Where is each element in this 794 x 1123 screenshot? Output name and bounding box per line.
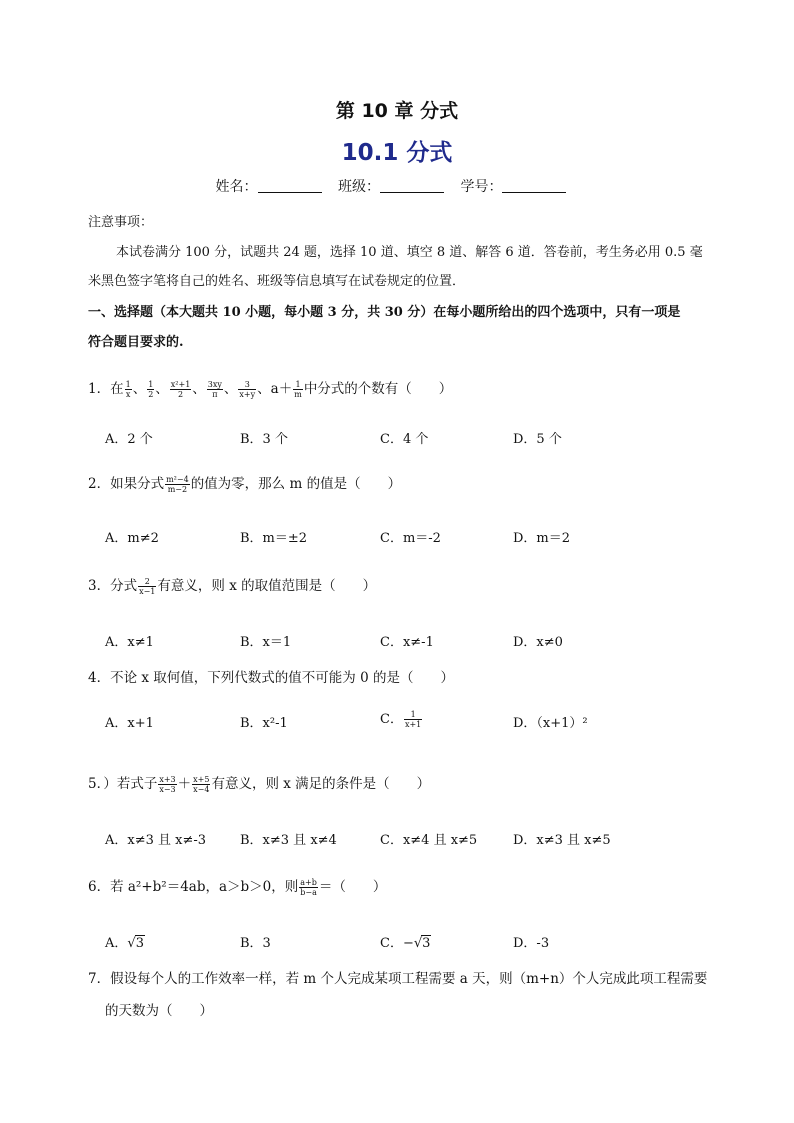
q1-option-b[interactable]: B．3 个 — [240, 432, 288, 447]
q1-fraction-5: $\frac{3}{x+y}$ — [239, 380, 256, 399]
question-7-line-1: 7．假设每个人的工作效率一样，若 m 个人完成某项工程需要 a 天，则（m+n）个人完成此项工程需要 — [88, 971, 708, 987]
name-blank[interactable] — [258, 178, 322, 193]
q3-option-d[interactable]: D．x≠0 — [513, 635, 563, 650]
q1-fraction-1: $\frac{1}{x}$ — [125, 380, 131, 399]
q6-option-b[interactable]: B．3 — [240, 936, 271, 951]
sqrt-icon: √ — [413, 936, 423, 951]
q4-option-a[interactable]: A．x+1 — [105, 716, 154, 731]
q3-option-b[interactable]: B．x＝1 — [240, 635, 292, 650]
q4-option-d[interactable]: D．（x+1）² — [513, 716, 588, 731]
question-2: 2．如果分式 $\frac{\text{m²−4}}{m-2}$ 的值为零，那么 m 的值是（ ） — [88, 475, 402, 494]
q6-fraction: $\frac{a+b}{b-a}$ — [300, 878, 317, 897]
q4-option-c-fraction: $\frac{1}{x+1}$ — [404, 710, 422, 729]
q2-option-b[interactable]: B．m＝±2 — [240, 531, 308, 546]
student-info-line — [0, 176, 794, 196]
question-7-line-2: 的天数为（ ） — [105, 1003, 213, 1019]
q6-option-d[interactable]: D．-3 — [513, 936, 550, 951]
chapter-title: 第 10 章 分式 — [335, 100, 459, 122]
sqrt-icon: √ — [127, 936, 136, 951]
q5-option-c[interactable]: C．x≠4 且 x≠5 — [380, 833, 478, 848]
q1-option-d[interactable]: D．5 个 — [513, 432, 562, 447]
q6-option-a[interactable]: A．√3 — [105, 936, 144, 951]
q2-fraction: $\frac{\text{m²−4}}{m-2}$ — [166, 475, 189, 494]
notice-title: 注意事项： — [88, 215, 154, 230]
q3-option-a[interactable]: A．x≠1 — [105, 635, 154, 650]
name-label: 姓名： — [215, 179, 258, 195]
question-6: 6．若 a²+b²＝4ab，a＞b＞0，则 $\frac{a+b}{b-a}$ ＝（ ） — [88, 878, 387, 897]
question-3: 3．分式 $\frac{2}{x-1}$ 有意义，则 x 的取值范围是（ ） — [88, 577, 377, 596]
id-label: 学号： — [460, 179, 503, 195]
q4-option-c[interactable]: C． $\frac{1}{x+1}$ — [380, 710, 422, 729]
section-title: 10.1 分式 — [341, 140, 453, 166]
q3-fraction: $\frac{2}{x-1}$ — [139, 577, 156, 596]
question-5: 5．）若式子 $\frac{x+3}{x-3}$ ＋ $\frac{x+5}{x-4}$ 有意义，则 x 满足的条件是（ ） — [88, 775, 431, 794]
q2-option-a[interactable]: A．m≠2 — [105, 531, 159, 546]
id-blank[interactable] — [502, 178, 566, 193]
part1-heading-1: 一、选择题（本大题共 10 小题，每小题 3 分，共 30 分）在每小题所给出的四个选项中，只有一项是 — [88, 305, 681, 320]
question-1: 1．在 $\frac{1}{x}$ 、 $\frac{1}{2}$ 、 $\frac{\text{x²+1}}{2}$ 、 $\frac{3xy}{\pi}$ 、 $\frac{3}{x+y}$ 、a＋ $\frac{1}{m}$ 中分式的个数有（ ） — [88, 380, 453, 399]
q1-option-a[interactable]: A．2 个 — [105, 432, 153, 447]
q5-fraction-2: $\frac{x+5}{x-4}$ — [193, 775, 210, 794]
part1-heading-2: 符合题目要求的. — [88, 335, 184, 350]
q1-fraction-4: $\frac{3xy}{\pi}$ — [207, 380, 222, 399]
q2-option-d[interactable]: D．m＝2 — [513, 531, 571, 546]
q2-option-c[interactable]: C．m＝-2 — [380, 531, 441, 546]
q1-fraction-6: $\frac{1}{m}$ — [294, 380, 302, 399]
q1-fraction-3: $\frac{\text{x²+1}}{2}$ — [170, 380, 191, 399]
q5-fraction-1: $\frac{x+3}{x-3}$ — [159, 775, 176, 794]
question-4: 4．不论 x 取何值，下列代数式的值不可能为 0 的是（ ） — [88, 670, 454, 686]
q1-option-c[interactable]: C．4 个 — [380, 432, 429, 447]
notice-line-1: 本试卷满分 100 分，试题共 24 题，选择 10 道、填空 8 道、解答 6 道．答卷前，考生务必用 0.5 毫 — [116, 245, 703, 260]
q6-option-c[interactable]: C．−√3 — [380, 936, 431, 951]
q3-option-c[interactable]: C．x≠-1 — [380, 635, 434, 650]
q1-fraction-2: $\frac{1}{2}$ — [148, 380, 154, 399]
q5-option-a[interactable]: A．x≠3 且 x≠-3 — [105, 833, 207, 848]
q4-option-b[interactable]: B．x²-1 — [240, 716, 288, 731]
class-label: 班级： — [338, 179, 380, 195]
class-blank[interactable] — [380, 178, 444, 193]
q5-option-b[interactable]: B．x≠3 且 x≠4 — [240, 833, 337, 848]
notice-line-2: 米黑色签字笔将自己的姓名、班级等信息填写在试卷规定的位置． — [88, 274, 466, 289]
q5-option-d[interactable]: D．x≠3 且 x≠5 — [513, 833, 611, 848]
